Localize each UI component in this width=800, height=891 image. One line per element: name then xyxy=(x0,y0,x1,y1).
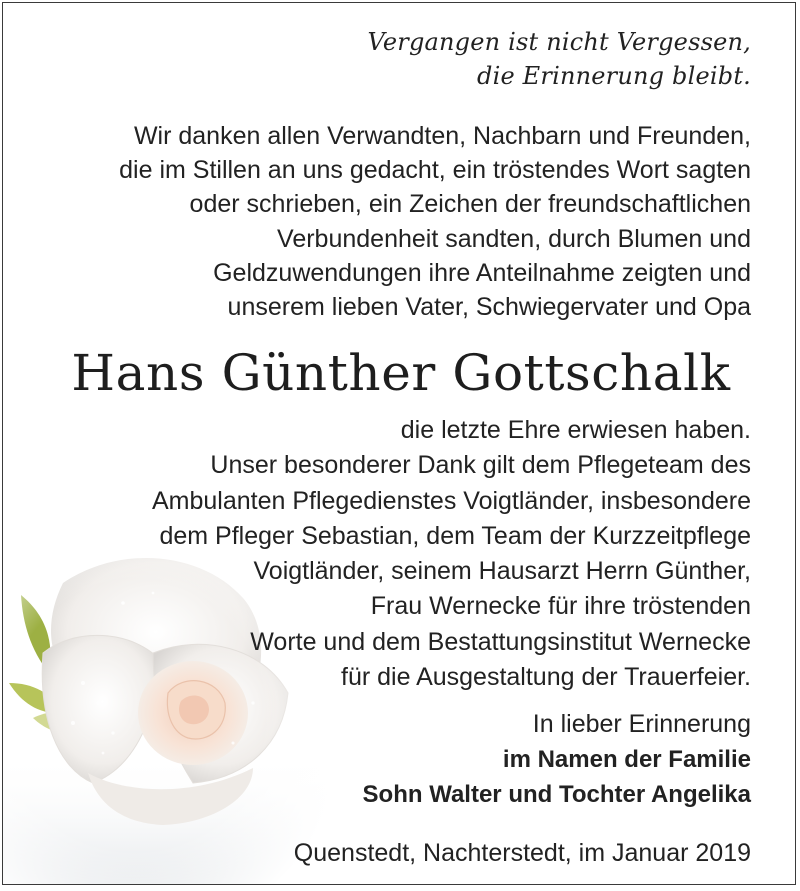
text-line: Verbundenheit sandten, durch Blumen und xyxy=(277,224,751,253)
thanks-paragraph xyxy=(119,119,751,324)
text-line: Voigtländer, seinem Hausarzt Herrn Günther, xyxy=(253,557,751,586)
motto xyxy=(368,25,751,93)
family-line: im Namen der Familie xyxy=(502,746,751,773)
text-line: für die Ausgestaltung der Trauerfeier. xyxy=(341,663,751,692)
remembrance-line: In lieber Erinnerung xyxy=(532,710,751,738)
text-line: Unser besonderer Dank gilt dem Pflegeteam des xyxy=(210,451,751,480)
text-line: Worte und dem Bestattungsinstitut Wernecke xyxy=(250,627,751,656)
obituary-card xyxy=(2,2,796,885)
motto-line: Vergangen ist nicht Vergessen, xyxy=(367,28,751,56)
text-line: oder schrieben, ein Zeichen der freundschaftlichen xyxy=(189,190,751,219)
text-line: Frau Wernecke für ihre tröstenden xyxy=(370,592,751,621)
signers-line: Sohn Walter und Tochter Angelika xyxy=(362,781,751,808)
place-date: Quenstedt, Nachterstedt, im Januar 2019 xyxy=(293,839,751,867)
text-line: unserem lieben Vater, Schwiegervater und Opa xyxy=(227,293,751,322)
special-thanks-paragraph xyxy=(152,413,751,695)
text-line: Ambulanten Pflegedienstes Voigtländer, insbesondere xyxy=(151,486,751,515)
text-line: dem Pfleger Sebastian, dem Team der Kurzzeitpflege xyxy=(159,521,751,550)
closing-signature xyxy=(363,707,751,812)
text-line: Wir danken allen Verwandten, Nachbarn und Freunden, xyxy=(133,122,751,150)
deceased-name: Hans Günther Gottschalk xyxy=(71,344,731,402)
text-line: Geldzuwendungen ihre Anteilnahme zeigten und xyxy=(213,258,751,287)
text-line: die letzte Ehre erwiesen haben. xyxy=(400,416,751,444)
text-line: die im Stillen an uns gedacht, ein tröstendes Wort sagten xyxy=(119,156,751,185)
motto-line: die Erinnerung bleibt. xyxy=(477,62,751,90)
